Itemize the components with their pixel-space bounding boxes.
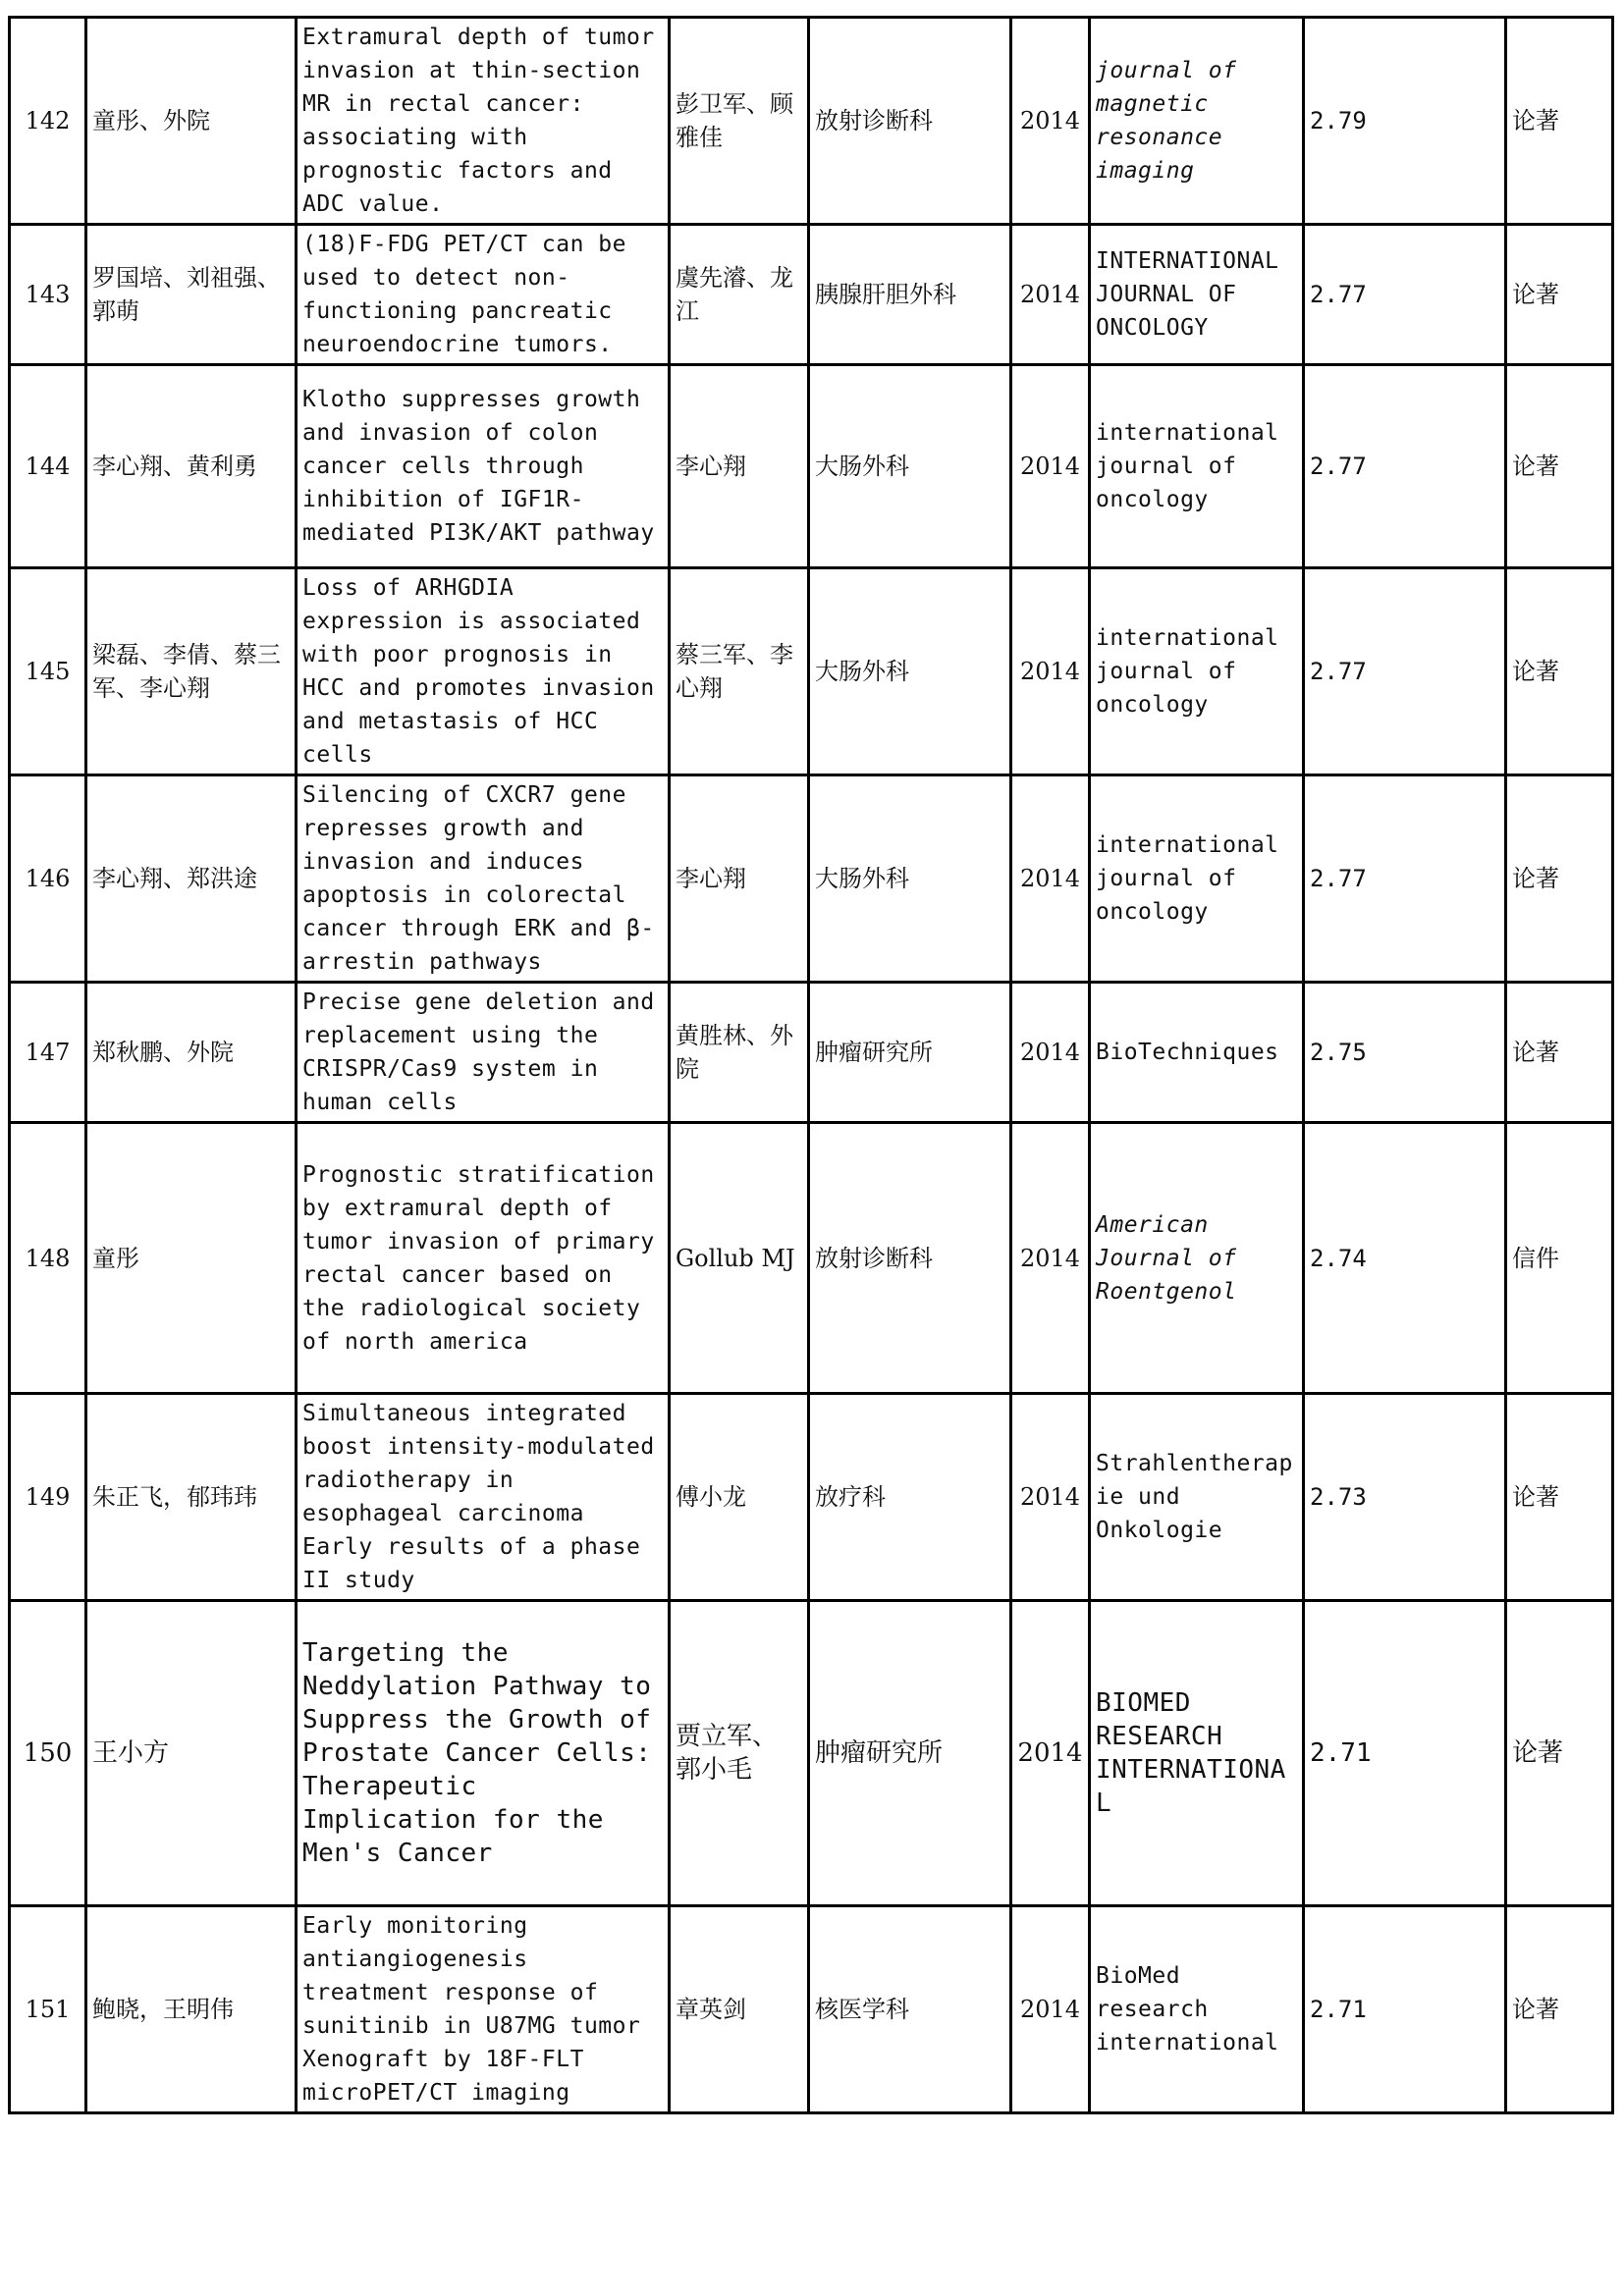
journal-cell: BIOMED RESEARCH INTERNATIONAL (1090, 1601, 1304, 1906)
authors-cell: 李心翔、郑洪途 (86, 775, 297, 983)
table-row (10, 225, 1613, 365)
corresponding-author-cell: 虞先濬、龙江 (670, 225, 809, 365)
corresponding-author-cell: 章英剑 (670, 1906, 809, 2113)
authors-cell: 李心翔、黄利勇 (86, 365, 297, 568)
journal-cell: BioMed research international (1090, 1906, 1304, 2113)
article-type-cell: 论著 (1506, 1601, 1613, 1906)
department-cell: 大肠外科 (809, 568, 1011, 775)
corresponding-author-cell: 彭卫军、顾雅佳 (670, 18, 809, 225)
table-row (10, 775, 1613, 983)
publication-table (8, 16, 1614, 2114)
article-type-cell: 论著 (1506, 1906, 1613, 2113)
table-row (10, 1906, 1613, 2113)
impact-factor-cell: 2.77 (1304, 775, 1506, 983)
corresponding-author-cell: 李心翔 (670, 775, 809, 983)
impact-factor-cell: 2.77 (1304, 568, 1506, 775)
table-row (10, 983, 1613, 1123)
row-number: 151 (10, 1906, 86, 2113)
department-cell: 大肠外科 (809, 365, 1011, 568)
title-cell: Klotho suppresses growth and invasion of colon cancer cells through inhibition of IGF1R-mediated PI3K/AKT pathway (297, 365, 670, 568)
title-cell: Early monitoring antiangiogenesis treatment response of sunitinib in U87MG tumor Xenograft by 18F-FLT microPET/CT imaging (297, 1906, 670, 2113)
department-cell: 放疗科 (809, 1394, 1011, 1601)
impact-factor-cell: 2.77 (1304, 365, 1506, 568)
authors-cell: 罗国培、刘祖强、郭萌 (86, 225, 297, 365)
corresponding-author-cell: Gollub MJ (670, 1123, 809, 1394)
row-number: 142 (10, 18, 86, 225)
row-number: 143 (10, 225, 86, 365)
department-cell: 放射诊断科 (809, 18, 1011, 225)
article-type-cell: 信件 (1506, 1123, 1613, 1394)
authors-cell: 童彤、外院 (86, 18, 297, 225)
article-type-cell: 论著 (1506, 1394, 1613, 1601)
authors-cell: 郑秋鹏、外院 (86, 983, 297, 1123)
impact-factor-cell: 2.71 (1304, 1906, 1506, 2113)
row-number: 146 (10, 775, 86, 983)
authors-cell: 鲍晓，王明伟 (86, 1906, 297, 2113)
year-cell: 2014 (1011, 1394, 1090, 1601)
table-row (10, 1394, 1613, 1601)
article-type-cell: 论著 (1506, 225, 1613, 365)
article-type-cell: 论著 (1506, 568, 1613, 775)
journal-cell: international journal of oncology (1090, 365, 1304, 568)
department-cell: 放射诊断科 (809, 1123, 1011, 1394)
row-number: 145 (10, 568, 86, 775)
year-cell: 2014 (1011, 18, 1090, 225)
title-cell: (18)F-FDG PET/CT can be used to detect non-functioning pancreatic neuroendocrine tumors. (297, 225, 670, 365)
year-cell: 2014 (1011, 568, 1090, 775)
impact-factor-cell: 2.73 (1304, 1394, 1506, 1601)
table-row (10, 18, 1613, 225)
journal-cell: Strahlentherapie und Onkologie (1090, 1394, 1304, 1601)
journal-cell: international journal of oncology (1090, 568, 1304, 775)
title-cell: Prognostic stratification by extramural depth of tumor invasion of primary rectal cancer based on the radiological society of north america (297, 1123, 670, 1394)
year-cell: 2014 (1011, 1906, 1090, 2113)
table-row (10, 1123, 1613, 1394)
title-cell: Extramural depth of tumor invasion at thin-section MR in rectal cancer: associating with prognostic factors and ADC value. (297, 18, 670, 225)
article-type-cell: 论著 (1506, 775, 1613, 983)
year-cell: 2014 (1011, 983, 1090, 1123)
department-cell: 大肠外科 (809, 775, 1011, 983)
year-cell: 2014 (1011, 1601, 1090, 1906)
corresponding-author-cell: 蔡三军、李心翔 (670, 568, 809, 775)
department-cell: 胰腺肝胆外科 (809, 225, 1011, 365)
department-cell: 核医学科 (809, 1906, 1011, 2113)
impact-factor-cell: 2.79 (1304, 18, 1506, 225)
row-number: 150 (10, 1601, 86, 1906)
article-type-cell: 论著 (1506, 18, 1613, 225)
article-type-cell: 论著 (1506, 365, 1613, 568)
corresponding-author-cell: 李心翔 (670, 365, 809, 568)
table-row (10, 568, 1613, 775)
row-number: 147 (10, 983, 86, 1123)
year-cell: 2014 (1011, 775, 1090, 983)
title-cell: Simultaneous integrated boost intensity-modulated radiotherapy in esophageal carcinoma Early results of a phase II study (297, 1394, 670, 1601)
title-cell: Precise gene deletion and replacement using the CRISPR/Cas9 system in human cells (297, 983, 670, 1123)
department-cell: 肿瘤研究所 (809, 1601, 1011, 1906)
document-page (8, 16, 1614, 2114)
corresponding-author-cell: 贾立军、郭小毛 (670, 1601, 809, 1906)
journal-cell: INTERNATIONAL JOURNAL OF ONCOLOGY (1090, 225, 1304, 365)
impact-factor-cell: 2.71 (1304, 1601, 1506, 1906)
journal-cell: journal of magnetic resonance imaging (1090, 18, 1304, 225)
authors-cell: 童彤 (86, 1123, 297, 1394)
article-type-cell: 论著 (1506, 983, 1613, 1123)
authors-cell: 梁磊、李倩、蔡三军、李心翔 (86, 568, 297, 775)
journal-cell: American Journal of Roentgenol (1090, 1123, 1304, 1394)
title-cell: Loss of ARHGDIA expression is associated with poor prognosis in HCC and promotes invasion and metastasis of HCC cells (297, 568, 670, 775)
authors-cell: 朱正飞，郁玮玮 (86, 1394, 297, 1601)
row-number: 149 (10, 1394, 86, 1601)
authors-cell: 王小方 (86, 1601, 297, 1906)
row-number: 144 (10, 365, 86, 568)
row-number: 148 (10, 1123, 86, 1394)
title-cell: Silencing of CXCR7 gene represses growth and invasion and induces apoptosis in colorectal cancer through ERK and β-arrestin pathways (297, 775, 670, 983)
impact-factor-cell: 2.74 (1304, 1123, 1506, 1394)
table-row (10, 365, 1613, 568)
impact-factor-cell: 2.77 (1304, 225, 1506, 365)
impact-factor-cell: 2.75 (1304, 983, 1506, 1123)
table-row (10, 1601, 1613, 1906)
corresponding-author-cell: 黄胜林、外院 (670, 983, 809, 1123)
year-cell: 2014 (1011, 225, 1090, 365)
journal-cell: international journal of oncology (1090, 775, 1304, 983)
year-cell: 2014 (1011, 365, 1090, 568)
year-cell: 2014 (1011, 1123, 1090, 1394)
department-cell: 肿瘤研究所 (809, 983, 1011, 1123)
title-cell: Targeting the Neddylation Pathway to Suppress the Growth of Prostate Cancer Cells: Therapeutic Implication for the Men's Cancer (297, 1601, 670, 1906)
corresponding-author-cell: 傅小龙 (670, 1394, 809, 1601)
journal-cell: BioTechniques (1090, 983, 1304, 1123)
